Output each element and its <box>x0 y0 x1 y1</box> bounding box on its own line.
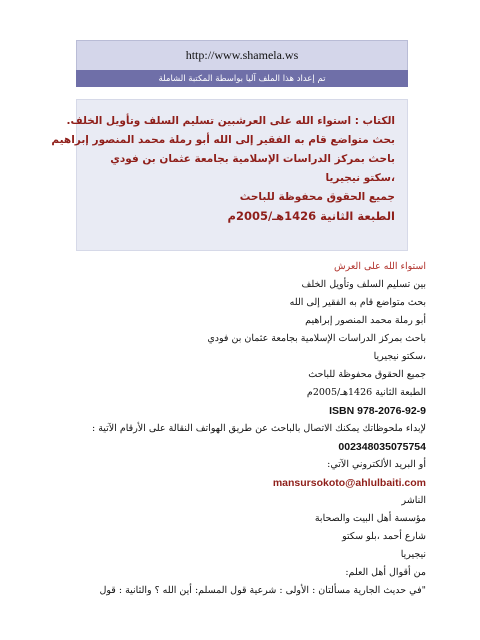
document-title: استواء الله على العرش <box>334 261 426 272</box>
book-info-card <box>51 99 408 251</box>
body-line: باحث بمركز الدراسات الإسلامية بجامعة عثمان بن فودي <box>207 333 426 344</box>
publisher-country: نيجيريا <box>400 549 426 560</box>
email-label: أو البريد الألكتروني الآتي: <box>327 459 426 470</box>
publisher-street: شارع أحمد ،بلو سكتو <box>342 531 426 542</box>
phone-number: 002348035075754 <box>338 441 426 453</box>
book-info-line: الكتاب : استواء الله على العرشبين تسليم السلف وتأويل الخلف. <box>66 115 395 127</box>
email-address[interactable]: mansursokoto@ahlulbaiti.com <box>272 477 426 489</box>
book-info-lines <box>51 112 395 226</box>
body-line: بين تسليم السلف وتأويل الخلف <box>301 279 426 290</box>
body-line: بحث متواضع قام به الفقير إلى الله <box>289 297 426 308</box>
book-info-line: جميع الحقوق محفوظة للباحث <box>239 191 395 203</box>
book-info-line: بحث متواضع قام به الفقير إلى الله أبو رملة محمد المنصور إبراهيم <box>51 134 395 146</box>
contact-line: لإبداء ملحوظاتك يمكنك الاتصال بالباحث عن طريق الهواتف النقالة على الأرقام الآتية : <box>91 423 426 434</box>
generated-banner-text: تم إعداد هذا الملف آليا بواسطة المكتبة الشاملة <box>158 73 326 84</box>
body-line: أبو رملة محمد المنصور إبراهيم <box>305 315 426 326</box>
quote-line: "في حديث الجارية مسألتان : الأولى : شرعية قول المسلم: أين الله ؟ والثانية : قول <box>99 585 426 596</box>
document-body <box>26 258 426 600</box>
body-line: ،سكتو نيجيريا <box>373 351 426 362</box>
book-info-line: ،سكتو نيجيريا <box>325 172 395 184</box>
body-line: الطبعة الثانية 1426هـ/2005م <box>306 387 426 398</box>
book-info-line: باحث بمركز الدراسات الإسلامية بجامعة عثمان بن فودي <box>110 153 395 165</box>
body-line: جميع الحقوق محفوظة للباحث <box>308 369 426 380</box>
generated-banner <box>76 70 408 87</box>
source-url-text[interactable]: http://www.shamela.ws <box>185 48 299 62</box>
isbn: ISBN 978-2076-92-9 <box>329 405 426 417</box>
publisher-name: مؤسسة أهل البيت والصحابة <box>314 513 426 524</box>
source-url[interactable] <box>76 40 408 71</box>
book-edition: الطبعة الثانية 1426هـ/2005م <box>227 209 395 223</box>
scholars-heading: من أقوال أهل العلم: <box>345 567 426 578</box>
publisher-label: الناشر <box>401 495 426 506</box>
